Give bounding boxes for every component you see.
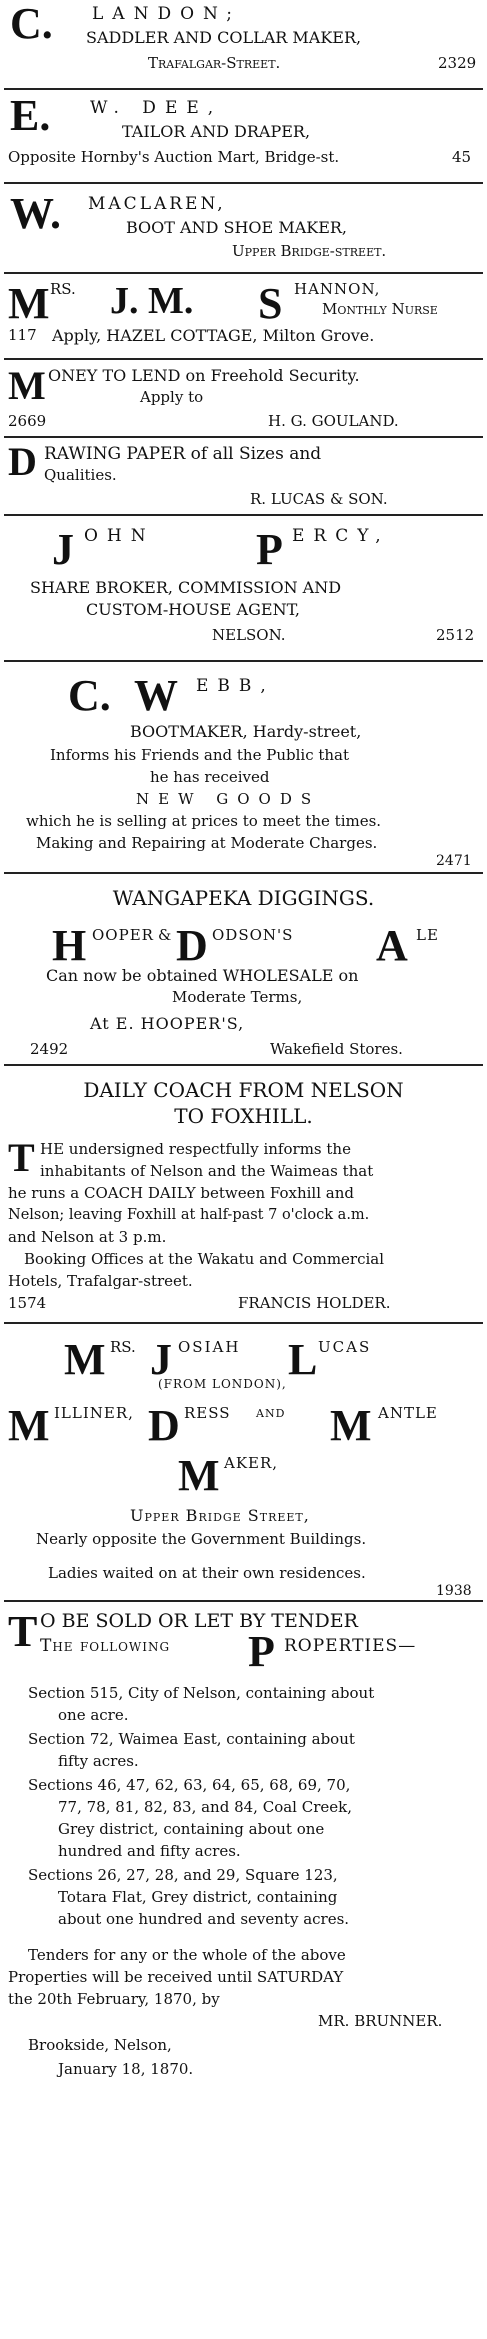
ad-name: FRANCIS HOLDER. — [238, 1294, 391, 1312]
ad-line: Properties will be received until SATURDAY — [8, 1968, 344, 1986]
ad-shannon — [0, 276, 487, 356]
ad-webb — [0, 664, 487, 869]
divider — [4, 1064, 483, 1066]
ad-trade: Monthly Nurse — [322, 300, 438, 318]
drop-initial: T — [8, 1607, 38, 1656]
ad-name-part: ANTLE — [378, 1404, 438, 1422]
ad-line: he has received — [150, 768, 270, 786]
ad-line: one acre. — [58, 1706, 129, 1724]
ad-heading: TO FOXHILL. — [174, 1104, 313, 1128]
ad-line: Informs his Friends and the Public that — [50, 746, 350, 764]
ad-line: Sections 46, 47, 62, 63, 64, 65, 68, 69, 70, — [28, 1776, 351, 1794]
ad-tender — [0, 1604, 487, 2339]
ad-place: NELSON. — [212, 626, 286, 644]
ad-gouland — [0, 362, 487, 434]
drop-initial: M — [8, 1401, 50, 1450]
drop-initial: T — [8, 1135, 35, 1180]
ad-line: Making and Repairing at Moderate Charges. — [36, 834, 378, 852]
divider — [4, 514, 483, 516]
ad-line: CUSTOM-HOUSE AGENT, — [86, 600, 300, 619]
ad-name-part: UCAS — [318, 1338, 372, 1356]
ad-name-part: EBB, — [196, 676, 275, 696]
drop-initial: M — [8, 279, 50, 328]
ad-line: about one hundred and seventy acres. — [58, 1910, 350, 1928]
ad-line: Booking Offices at the Wakatu and Commercial — [24, 1250, 385, 1268]
ad-trade: BOOT AND SHOE MAKER, — [126, 218, 348, 237]
ad-line: inhabitants of Nelson and the Waimeas that — [40, 1162, 374, 1180]
ad-line: 77, 78, 81, 82, 83, and 84, Coal Creek, — [58, 1798, 352, 1816]
ad-name-part: ERCY, — [292, 526, 390, 546]
drop-initial: J — [52, 525, 74, 574]
ad-line: Nelson; leaving Foxhill at half-past 7 o'clock a.m. — [8, 1207, 370, 1223]
ad-line: RAWING PAPER of all Sizes and — [44, 444, 322, 464]
ad-name-part: ILLINER, — [54, 1404, 134, 1422]
ad-number: 2669 — [8, 412, 47, 430]
drop-initial: P — [248, 1627, 275, 1676]
ad-number: 1574 — [8, 1294, 47, 1312]
ad-trade: SADDLER AND COLLAR MAKER, — [86, 28, 362, 47]
ad-heading: WANGAPEKA DIGGINGS. — [112, 886, 375, 910]
ad-line: Can now be obtained WHOLESALE on — [46, 966, 359, 985]
drop-initial: W. — [10, 189, 61, 238]
ad-name: MACLAREN, — [88, 194, 226, 214]
ad-line: ONEY TO LEND on Freehold Security. — [48, 366, 360, 385]
ad-percy — [0, 518, 487, 646]
drop-initial: M — [64, 1335, 106, 1384]
divider — [4, 1322, 483, 1324]
ad-line: hundred and fifty acres. — [58, 1842, 241, 1860]
ad-number: 2329 — [438, 54, 477, 72]
drop-initial: W — [134, 671, 178, 720]
divider — [4, 182, 483, 184]
ad-line: he runs a COACH DAILY between Foxhill and — [8, 1184, 354, 1202]
drop-initial: D — [148, 1401, 180, 1450]
ad-lucas-son — [0, 440, 487, 512]
ad-line: NEW GOODS — [136, 790, 321, 808]
ad-dee — [0, 92, 487, 172]
ad-number: 2471 — [436, 853, 472, 869]
divider — [4, 88, 483, 90]
ad-maclaren — [0, 186, 487, 266]
ad-name: H. G. GOULAND. — [268, 412, 399, 430]
drop-initial: D — [176, 921, 208, 970]
ad-line: Sections 26, 27, 28, and 29, Square 123, — [28, 1866, 338, 1884]
ad-line: and Nelson at 3 p.m. — [8, 1228, 167, 1246]
drop-initial: M — [8, 363, 46, 408]
drop-initial: C. — [68, 671, 111, 720]
ad-line: HE undersigned respectfully informs the — [40, 1140, 351, 1158]
ad-line: which he is selling at prices to meet the times. — [26, 812, 382, 830]
ad-number: 117 — [8, 326, 37, 344]
ad-line: Moderate Terms, — [172, 988, 303, 1006]
ad-line: Grey district, containing about one — [58, 1820, 325, 1838]
ad-line: SHARE BROKER, COMMISSION AND — [30, 578, 342, 597]
ad-line: fifty acres. — [58, 1752, 139, 1770]
ad-heading: O BE SOLD OR LET BY TENDER — [40, 1610, 358, 1632]
ad-name: W. DEE, — [90, 98, 223, 118]
ad-line: Apply to — [140, 388, 204, 406]
ad-name-part: AKER, — [224, 1454, 279, 1472]
ad-name: LANDON; — [92, 4, 242, 24]
ad-address: Upper Bridge Street, — [130, 1506, 310, 1525]
ad-josiah-lucas — [0, 1326, 487, 1599]
ad-place: Brookside, Nelson, — [28, 2036, 172, 2054]
ad-trade: TAILOR AND DRAPER, — [122, 122, 311, 141]
ad-number: 45 — [452, 148, 472, 166]
ad-heading: DAILY COACH FROM NELSON — [83, 1078, 404, 1102]
drop-initial: P — [256, 525, 283, 574]
ad-line: Section 515, City of Nelson, containing about — [28, 1684, 375, 1702]
divider — [4, 872, 483, 874]
ad-line: Section 72, Waimea East, containing about — [28, 1730, 355, 1748]
ad-line: Totara Flat, Grey district, containing — [58, 1888, 338, 1906]
drop-initial: J — [150, 1335, 172, 1384]
ad-number: 1938 — [436, 1583, 472, 1599]
ad-wangapeka — [0, 876, 487, 1062]
ad-name-part: RESS — [184, 1404, 231, 1422]
ad-line: the 20th February, 1870, by — [8, 1990, 220, 2008]
ad-name: R. LUCAS & SON. — [250, 490, 388, 508]
ad-name-part: RS. — [110, 1338, 136, 1356]
ad-name: HANNON, — [294, 280, 381, 298]
ad-coach — [0, 1068, 487, 1318]
ad-line: At E. HOOPER'S, — [90, 1014, 245, 1033]
drop-initial: S — [258, 279, 283, 328]
ad-initials: J. M. — [110, 280, 194, 322]
drop-initial: E. — [10, 91, 51, 140]
ad-line: Hotels, Trafalgar-street. — [8, 1272, 193, 1290]
ad-address: Opposite Hornby's Auction Mart, Bridge-st. — [8, 148, 340, 166]
ad-line: Ladies waited on at their own residences. — [48, 1564, 366, 1582]
ad-name-part: & — [158, 926, 172, 944]
ad-name-part: OOPER — [92, 926, 154, 944]
ad-line: Nearly opposite the Government Buildings. — [36, 1530, 367, 1548]
divider — [4, 1600, 483, 1602]
drop-initial: H — [52, 921, 87, 970]
divider — [4, 660, 483, 662]
ad-number: 2512 — [436, 626, 475, 644]
ad-name-part: OSIAH — [178, 1338, 241, 1356]
ad-name: MR. BRUNNER. — [318, 2012, 443, 2030]
drop-initial: D — [8, 439, 37, 484]
ad-heading: ROPERTIES— — [284, 1636, 417, 1656]
ad-title-suffix: RS. — [50, 280, 76, 298]
ad-address: Upper Bridge-street. — [232, 242, 387, 260]
ad-number: 2492 — [30, 1040, 69, 1058]
drop-initial: A — [376, 921, 408, 970]
drop-initial: L — [288, 1335, 318, 1384]
ad-landon — [0, 0, 487, 80]
drop-initial: M — [178, 1451, 220, 1500]
ad-line: Wakefield Stores. — [270, 1040, 403, 1058]
ad-name-part: ODSON'S — [212, 926, 294, 944]
ad-line: Tenders for any or the whole of the above — [28, 1946, 346, 1964]
drop-initial: M — [330, 1401, 372, 1450]
divider — [4, 436, 483, 438]
divider — [4, 358, 483, 360]
ad-address: Trafalgar-Street. — [148, 54, 281, 72]
ad-name-part: AND — [256, 1407, 286, 1420]
ad-trade: BOOTMAKER, Hardy-street, — [130, 722, 362, 741]
ad-heading: The following — [40, 1636, 171, 1656]
drop-initial: C. — [10, 0, 53, 48]
divider — [4, 272, 483, 274]
ad-name-part: LE — [416, 926, 439, 944]
ad-name-part: OHN — [84, 526, 155, 546]
ad-address: Apply, HAZEL COTTAGE, Milton Grove. — [52, 326, 375, 345]
ad-line: (FROM LONDON), — [158, 1377, 287, 1391]
ad-line: Qualities. — [44, 466, 117, 484]
ad-date: January 18, 1870. — [58, 2060, 194, 2078]
